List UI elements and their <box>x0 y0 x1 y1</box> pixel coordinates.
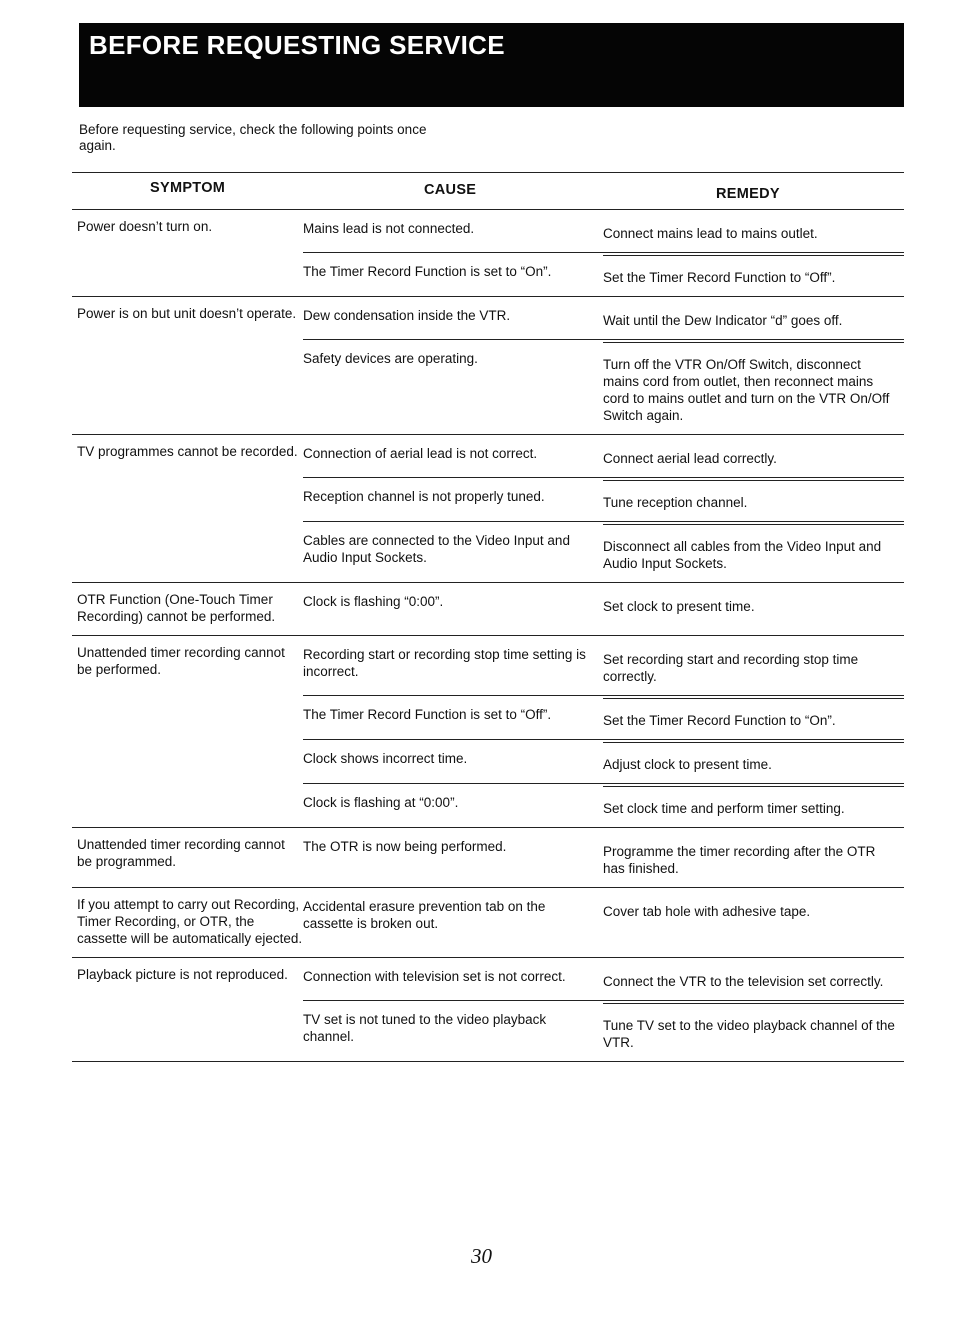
table-group <box>72 435 904 583</box>
troubleshooting-table <box>72 172 904 1062</box>
table-group <box>72 828 904 888</box>
column-header-remedy: REMEDY <box>716 186 780 202</box>
symptom-cell: TV programmes cannot be recorded. <box>77 444 298 459</box>
intro-line-1: Before requesting service, check the following points once <box>79 122 427 137</box>
cause-cell: Connection of aerial lead is not correct. <box>303 446 538 461</box>
symptom-cell: Power is on but unit doesn’t operate. <box>77 306 297 321</box>
table-group <box>72 210 904 297</box>
cause-cell: The OTR is now being performed. <box>303 839 507 854</box>
table-row <box>303 435 904 478</box>
table-row <box>303 583 904 625</box>
page-title: BEFORE REQUESTING SERVICE <box>89 30 505 60</box>
cause-cell: Accidental erasure prevention tab on the cassette is broken out. <box>303 899 546 931</box>
table-group <box>72 297 904 435</box>
table-group <box>72 636 904 828</box>
cause-cell: Recording start or recording stop time setting is incorrect. <box>303 647 586 679</box>
table-row <box>303 828 904 887</box>
cause-cell: The Timer Record Function is set to “Off”. <box>303 707 552 722</box>
table-row <box>303 297 904 340</box>
title-banner <box>79 23 904 107</box>
cause-cell: Safety devices are operating. <box>303 351 478 366</box>
table-row <box>303 478 904 522</box>
remedy-cell: Turn off the VTR On/Off Switch, disconnect mains cord from outlet, then reconnect mains cord to mains outlet and turn on the VTR On/Off Switch again. <box>603 342 904 434</box>
symptom-cell: Unattended timer recording cannot be programmed. <box>77 837 285 869</box>
remedy-cell: Disconnect all cables from the Video Input and Audio Input Sockets. <box>603 524 904 582</box>
cause-cell: Dew condensation inside the VTR. <box>303 308 511 323</box>
table-row <box>303 1001 904 1061</box>
remedy-cell: Connect the VTR to the television set correctly. <box>603 974 884 989</box>
table-row <box>303 888 904 942</box>
table-row <box>303 958 904 1001</box>
table-row <box>303 210 904 253</box>
symptom-cell: Power doesn’t turn on. <box>77 219 213 234</box>
table-header <box>72 172 904 210</box>
table-row <box>303 696 904 740</box>
table-row <box>303 784 904 827</box>
remedy-cell: Tune reception channel. <box>603 480 904 521</box>
remedy-cell: Connect aerial lead correctly. <box>603 451 777 466</box>
symptom-cell: Unattended timer recording cannot be performed. <box>77 645 285 677</box>
intro-line-2: again. <box>79 138 116 153</box>
remedy-cell: Tune TV set to the video playback channel of the VTR. <box>603 1003 904 1061</box>
remedy-cell: Adjust clock to present time. <box>603 742 904 783</box>
remedy-cell: Programme the timer recording after the OTR has finished. <box>603 844 876 876</box>
table-group <box>72 583 904 636</box>
cause-cell: Reception channel is not properly tuned. <box>303 489 545 504</box>
remedy-cell: Set clock to present time. <box>603 599 755 614</box>
symptom-cell: OTR Function (One-Touch Timer Recording) cannot be performed. <box>77 592 276 624</box>
table-row <box>303 340 904 434</box>
cause-cell: Clock is flashing “0:00”. <box>303 594 444 609</box>
table-group <box>72 888 904 958</box>
remedy-cell: Set the Timer Record Function to “On”. <box>603 698 904 739</box>
cause-cell: TV set is not tuned to the video playback channel. <box>303 1012 547 1044</box>
table-row <box>303 253 904 296</box>
cause-cell: Mains lead is not connected. <box>303 221 475 236</box>
remedy-cell: Wait until the Dew Indicator “d” goes off. <box>603 313 843 328</box>
remedy-cell: Cover tab hole with adhesive tape. <box>603 904 811 919</box>
symptom-cell: Playback picture is not reproduced. <box>77 967 288 982</box>
table-row <box>303 522 904 582</box>
column-header-cause: CAUSE <box>424 182 477 198</box>
cause-cell: Connection with television set is not correct. <box>303 969 566 984</box>
table-row <box>303 740 904 784</box>
remedy-cell: Set clock time and perform timer setting. <box>603 786 904 827</box>
symptom-cell: If you attempt to carry out Recording, Timer Recording, or OTR, the cassette will be automatically ejected. <box>77 897 303 946</box>
cause-cell: The Timer Record Function is set to “On”. <box>303 264 552 279</box>
page-number: 30 <box>471 1244 492 1268</box>
remedy-cell: Set recording start and recording stop time correctly. <box>603 652 859 684</box>
table-group <box>72 958 904 1062</box>
intro-text <box>79 122 479 154</box>
remedy-cell: Connect mains lead to mains outlet. <box>603 226 818 241</box>
remedy-cell: Set the Timer Record Function to “Off”. <box>603 255 904 296</box>
table-row <box>303 636 904 696</box>
cause-cell: Clock shows incorrect time. <box>303 751 468 766</box>
cause-cell: Clock is flashing at “0:00”. <box>303 795 459 810</box>
column-header-symptom: SYMPTOM <box>150 180 226 196</box>
cause-cell: Cables are connected to the Video Input and Audio Input Sockets. <box>303 533 570 565</box>
